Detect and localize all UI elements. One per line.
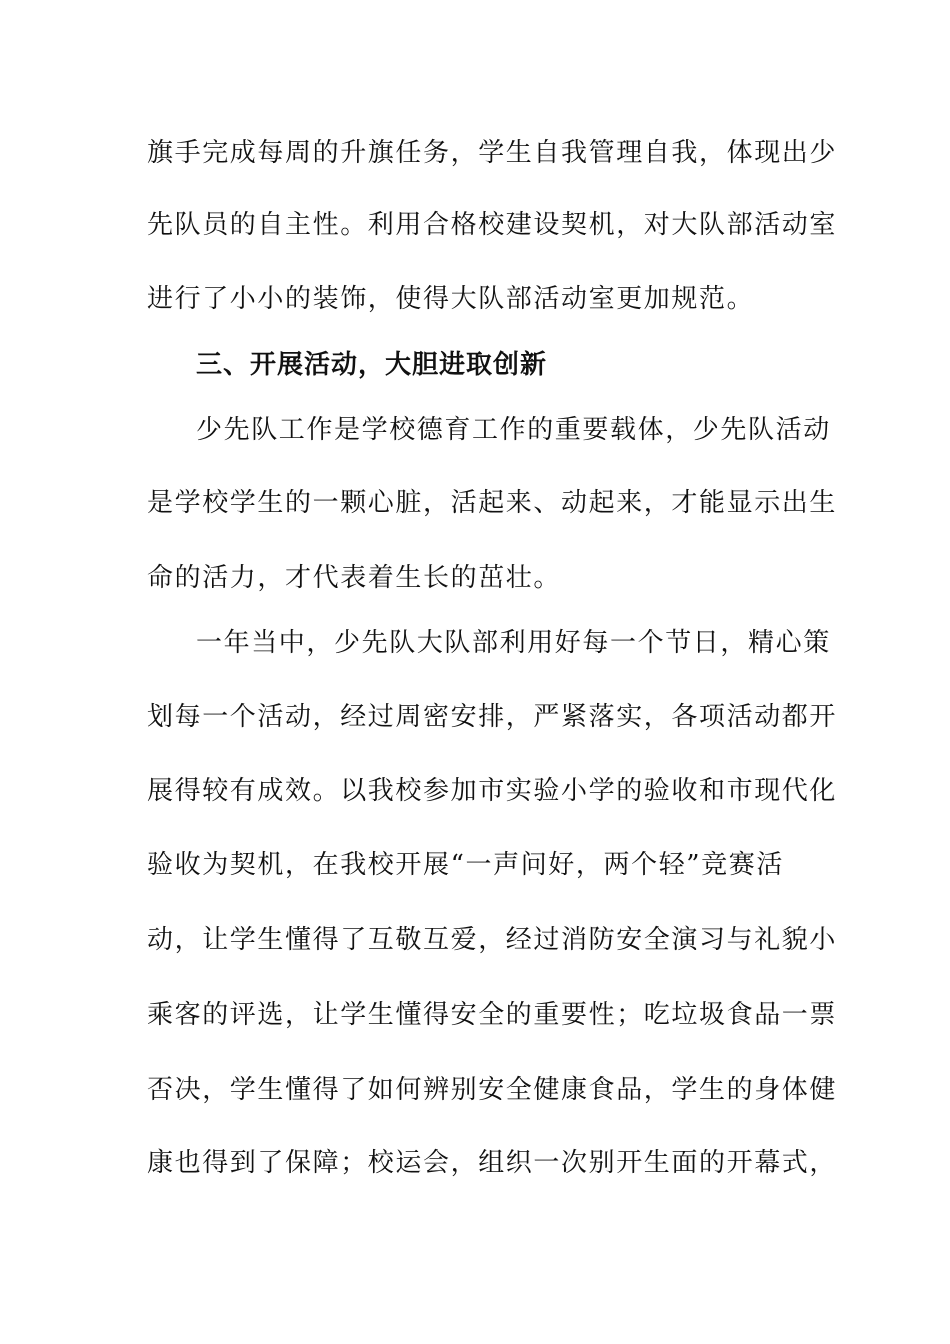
paragraph-line: 动，让学生懂得了互敬互爱，经过消防安全演习与礼貌小	[147, 925, 838, 955]
paragraph-line: 否决，学生懂得了如何辨别安全健康食品，学生的身体健	[147, 1075, 838, 1105]
paragraph-line: 先队员的自主性。利用合格校建设契机，对大队部活动室	[147, 210, 838, 240]
paragraph-line: 进行了小小的装饰，使得大队部活动室更加规范。	[147, 284, 755, 314]
paragraph-line: 展得较有成效。以我校参加市实验小学的验收和市现代化	[147, 776, 838, 806]
paragraph-line: 验收为契机，在我校开展“一声问好，两个轻”竞赛活	[147, 850, 784, 880]
paragraph-line: 少先队工作是学校德育工作的重要载体，少先队活动	[196, 415, 831, 445]
paragraph-line: 划每一个活动，经过周密安排，严紧落实，各项活动都开	[147, 702, 838, 732]
paragraph-line: 乘客的评选，让学生懂得安全的重要性；吃垃圾食品一票	[147, 1000, 838, 1030]
paragraph-line: 是学校学生的一颗心脏，活起来、动起来，才能显示出生	[147, 488, 838, 518]
paragraph-line: 旗手完成每周的升旗任务，学生自我管理自我，体现出少	[147, 138, 838, 168]
paragraph-line: 命的活力，才代表着生长的茁壮。	[147, 563, 562, 593]
section-heading: 三、开展活动，大胆进取创新	[196, 350, 548, 380]
paragraph-line: 一年当中，少先队大队部利用好每一个节日，精心策	[196, 628, 831, 658]
paragraph-line: 康也得到了保障；校运会，组织一次别开生面的开幕式，	[147, 1148, 838, 1178]
